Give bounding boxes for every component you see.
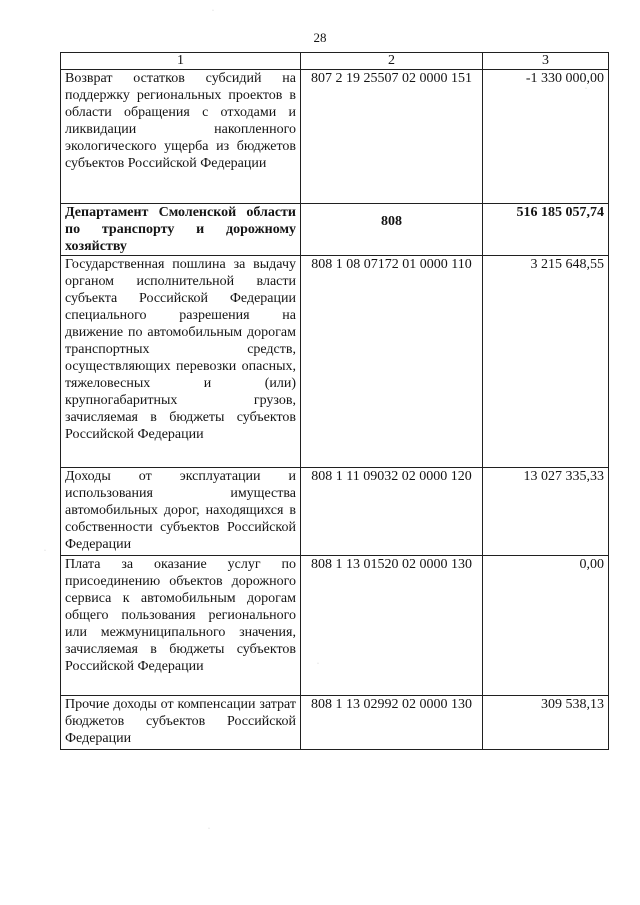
- column-header-2: 2: [301, 53, 483, 70]
- revenue-table: [60, 52, 609, 750]
- row-description: Плата за оказание услуг по присоединению объектов дорожного сервиса к автомобильным дорогам общего пользования регионального или межмуниципального значения, зачисляемая в бюджеты субъектов Российской Федерации: [61, 556, 301, 696]
- row-code: 808 1 11 09032 02 0000 120: [301, 468, 483, 556]
- row-amount: 0,00: [483, 556, 609, 696]
- scan-speck: ·: [208, 826, 210, 832]
- department-name: Департамент Смоленской области по транспорту и дорожному хозяйству: [61, 204, 301, 256]
- table-row: [61, 70, 609, 204]
- table-header-row: [61, 53, 609, 70]
- column-header-3: 3: [483, 53, 609, 70]
- row-description: Доходы от эксплуатации и использования имущества автомобильных дорог, находящихся в собственности субъектов Российской Федерации: [61, 468, 301, 556]
- department-code: 808: [301, 204, 483, 256]
- table-row: [61, 556, 609, 696]
- scan-speck: ·: [44, 548, 46, 554]
- row-code: 808 1 13 01520 02 0000 130: [301, 556, 483, 696]
- row-code: 808 1 08 07172 01 0000 110: [301, 256, 483, 468]
- table-row: [61, 256, 609, 468]
- row-amount: 309 538,13: [483, 696, 609, 750]
- row-amount: 13 027 335,33: [483, 468, 609, 556]
- row-description: Возврат остатков субсидий на поддержку региональных проектов в области обращения с отходами и ликвидации накопленного экологического ущерба из бюджетов субъектов Российской Федерации: [61, 70, 301, 204]
- row-amount: -1 330 000,00: [483, 70, 609, 204]
- scan-speck: ·: [585, 86, 587, 92]
- scan-speck: ·: [212, 8, 214, 14]
- row-amount: 3 215 648,55: [483, 256, 609, 468]
- department-total: 516 185 057,74: [483, 204, 609, 256]
- row-description: Государственная пошлина за выдачу органом исполнительной власти субъекта Российской Федерации специального разрешения на движение по автомобильным дорогам транспортных средств, осуществляющих перевозки опасных, тяжеловесных и (или) крупногабаритных грузов, зачисляемая в бюджеты субъектов Российской Федерации: [61, 256, 301, 468]
- row-code: 807 2 19 25507 02 0000 151: [301, 70, 483, 204]
- row-description: Прочие доходы от компенсации затрат бюджетов субъектов Российской Федерации: [61, 696, 301, 750]
- department-row: [61, 204, 609, 256]
- row-code: 808 1 13 02992 02 0000 130: [301, 696, 483, 750]
- scan-speck: ·: [317, 661, 319, 667]
- table-row: [61, 468, 609, 556]
- column-header-1: 1: [61, 53, 301, 70]
- table-row: [61, 696, 609, 750]
- page-number: 28: [313, 30, 327, 45]
